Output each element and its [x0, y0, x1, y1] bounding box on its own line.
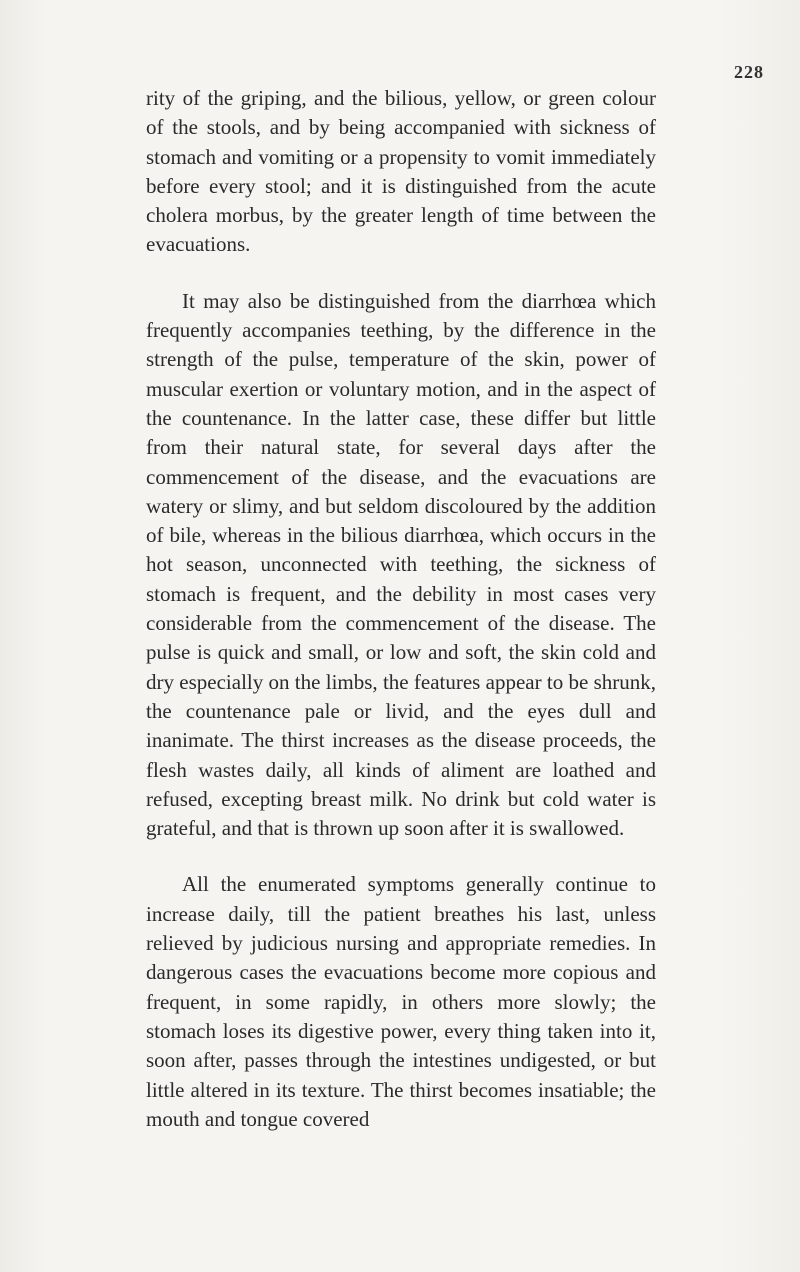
paragraph-enumerated-symptoms: All the enumerated symptoms generally continue to increase daily, till the patient breathes his last, unless relieved by judicious nursing and appropriate remedies. In dangerous cases the evacuations become more copious and frequent, in some rapidly, in others more slowly; the stomach loses its digestive power, every thing taken into it, soon after, passes through the intestines undigested, or but little altered in its texture. The thirst becomes insatiable; the mouth and tongue covered — [146, 872, 656, 1131]
page-number: 228 — [734, 62, 764, 82]
paragraph-distinguished-from-diarrhoea: It may also be distinguished from the diarrhœa which frequently accompanies teething, by the difference in the strength of the pulse, temperature of the skin, power of muscular exertion or voluntary motion, and in the aspect of the countenance. In the latter case, these differ but little from their natural state, for several days after the commencement of the disease, and the evacuations are watery or slimy, and but seldom discoloured by the addition of bile, whereas in the bilious diarrhœa, which occurs in the hot season, unconnected with teething, the sickness of stomach is frequent, and the debility in most cases very considerable from the commencement of the disease. The pulse is quick and small, or low and soft, the skin cold and dry especially on the limbs, the features appear to be shrunk, the countenance pale or livid, and the eyes dull and inanimate. The thirst increases as the disease proceeds, the flesh wastes daily, all kinds of aliment are loathed and refused, excepting breast milk. No drink but cold water is grateful, and that is thrown up soon after it is swallowed. — [146, 288, 656, 841]
paragraph-continued: rity of the griping, and the bilious, yellow, or green colour of the stools, and by being accompanied with sickness of stomach and vomiting or a propensity to vomit immediately before every stool; and it is distinguished from the acute cholera morbus, by the greater length of time between the evacuations. — [146, 86, 656, 257]
body-text — [146, 84, 656, 1134]
